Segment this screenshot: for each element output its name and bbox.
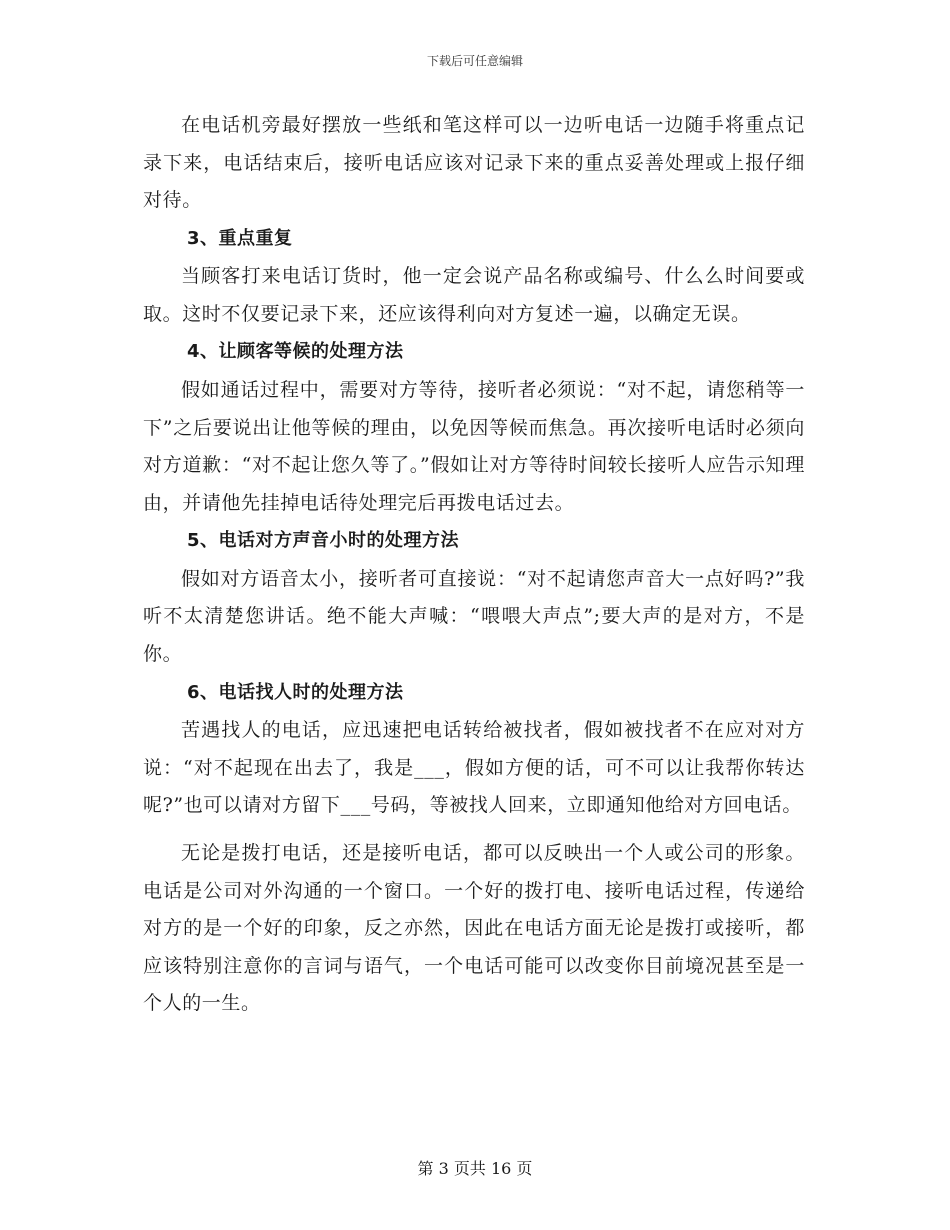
section-heading-5: 5、电话对方声音小时的处理方法 (187, 530, 460, 552)
section-heading-3: 3、重点重复 (187, 227, 293, 249)
paragraph-finding-person: 苦遇找人的电话，应迅速把电话转给被找者，假如被找者不在应对对方说：“对不起现在出去了，我是___，假如方便的话，可不可以让我帮你转达呢?”也可以请对方留下___号码，等被找人回来，立即通知他给对方回电话。 (143, 719, 805, 817)
document-body (143, 107, 805, 1023)
paragraph-note-taking: 在电话机旁最好摆放一些纸和笔这样可以一边听电话一边随手将重点记录下来，电话结束后，接听电话应该对记录下来的重点妥善处理或上报仔细对待。 (143, 114, 805, 212)
paragraph-repeat-key-points: 当顾客打来电话订货时，他一定会说产品名称或编号、什么么时间要或取。这时不仅要记录下来，还应该得利向对方复述一遍，以确定无误。 (143, 265, 805, 325)
paragraph-low-voice: 假如对方语音太小，接听者可直接说：“对不起请您声音大一点好吗?”我听不太清楚您讲话。绝不能大声喊：“喂喂大声点”;要大声的是对方，不是你。 (143, 567, 805, 666)
page-number: 第 3 页共 16 页 (417, 1159, 533, 1178)
page-header: 下载后可任意编辑 (426, 54, 523, 68)
paragraph-customer-waiting: 假如通话过程中，需要对方等待，接听者必须说：“对不起，请您稍等一下”之后要说出让他等候的理由，以免因等候而焦急。再次接听电话时必须向对方道歉：“对不起让您久等了。”假如让对方等待时间较长接听人应告示知理由，并请他先挂掉电话待处理完后再拨电话过去。 (143, 378, 805, 514)
section-heading-4: 4、让顾客等候的处理方法 (187, 341, 404, 363)
paragraph-conclusion: 无论是拨打电话，还是接听电话，都可以反映出一个人或公司的形象。电话是公司对外沟通的一个窗口。一个好的拨打电、接听电话过程，传递给对方的是一个好的印象，反之亦然，因此在电话方面无论是拨打或接听，都应该特别注意你的言词与语气，一个电话可能可以改变你目前境况甚至是一个人的一生。 (143, 841, 805, 1015)
section-heading-6: 6、电话找人时的处理方法 (187, 681, 404, 703)
